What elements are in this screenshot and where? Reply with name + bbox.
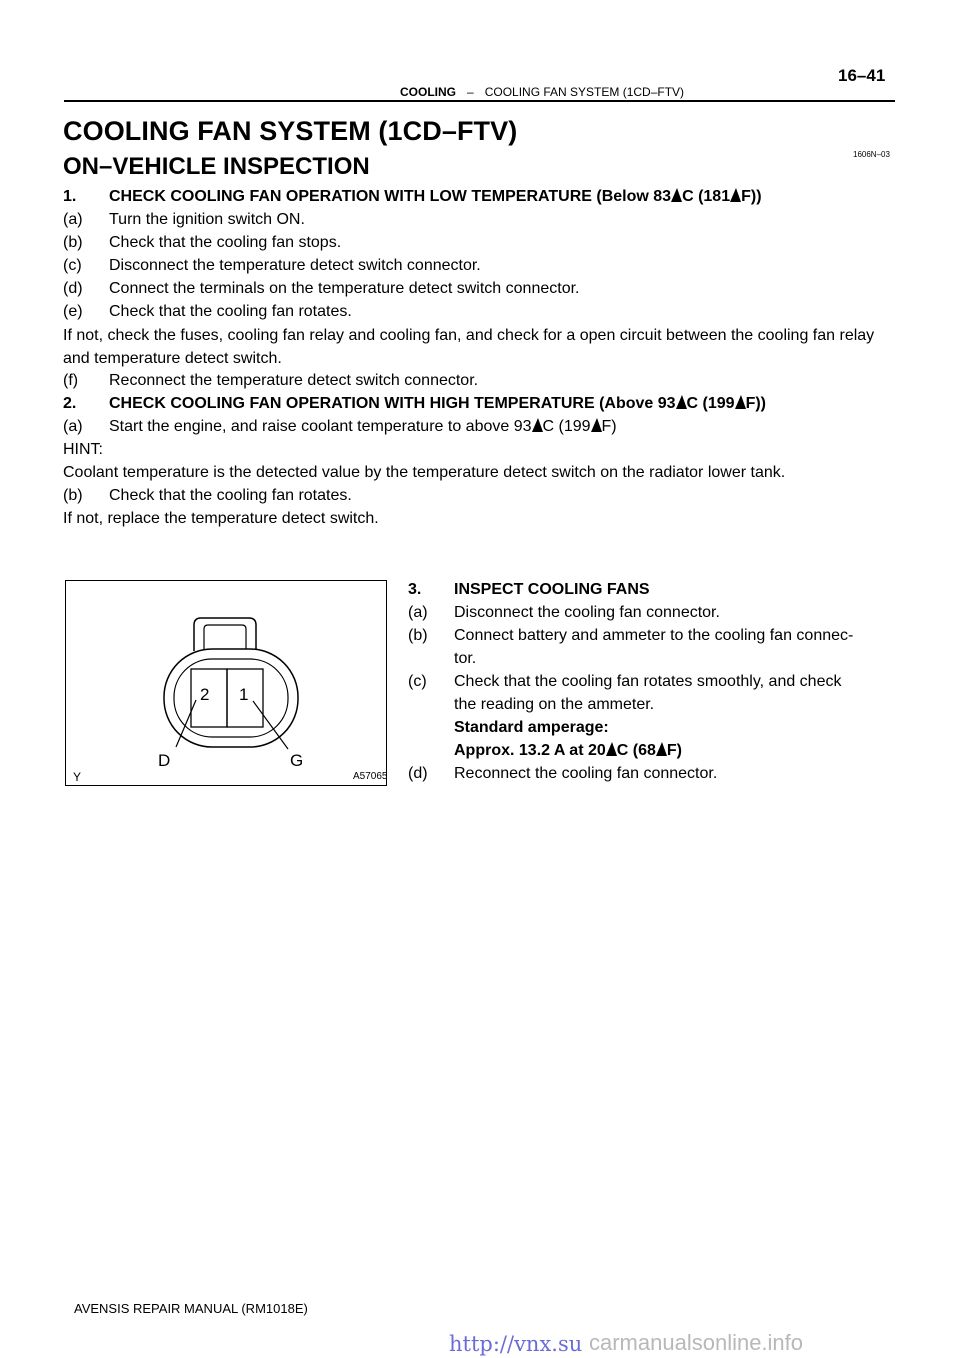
degree-icon <box>606 742 617 756</box>
hint-label: HINT: <box>63 441 103 458</box>
degree-icon <box>730 188 741 202</box>
degree-icon <box>735 395 746 409</box>
list-item: (f) Reconnect the temperature detect switch connector. <box>63 372 479 389</box>
list-item: (b) Connect battery and ammeter to the cooling fan connec- <box>408 627 854 644</box>
header-separator: – <box>467 85 474 99</box>
step-text: F)) <box>741 188 762 205</box>
running-header <box>400 85 684 99</box>
list-item-continuation: tor. <box>454 650 477 667</box>
list-item: (a) Start the engine, and raise coolant temperature to above 93 C (199 F) <box>63 418 617 435</box>
step-text: C (199 <box>686 395 735 412</box>
step-2-note: If not, replace the temperature detect switch. <box>63 510 379 527</box>
page-title: COOLING FAN SYSTEM (1CD–FTV) <box>63 116 518 146</box>
standard-value: Approx. 13.2 A at 20 C (68 F) <box>454 742 682 759</box>
degree-icon <box>656 742 667 756</box>
step-1-note: If not, check the fuses, cooling fan relay and cooling fan, and check for a open circuit between the cooling fan relay and temperature detect switch. <box>63 327 875 367</box>
list-item: (a) Disconnect the cooling fan connector. <box>408 604 720 621</box>
list-item: (e) Check that the cooling fan rotates. <box>63 303 352 320</box>
wire-g-label: G <box>290 751 304 770</box>
step-text: C (181 <box>682 188 731 205</box>
page-number: 16–41 <box>838 66 886 85</box>
step-1-heading <box>63 187 762 207</box>
connector-figure <box>65 580 387 786</box>
standard-label: Standard amperage: <box>454 719 609 736</box>
degree-icon <box>676 395 687 409</box>
connector-diagram <box>66 581 388 784</box>
header-section: COOLING <box>400 85 456 99</box>
document-code: 1606N–03 <box>853 150 890 159</box>
step-3-heading: 3. INSPECT COOLING FANS <box>408 581 650 598</box>
list-item: (a) Turn the ignition switch ON. <box>63 211 305 228</box>
header-rule <box>64 100 895 102</box>
list-item: (c) Disconnect the temperature detect switch connector. <box>63 257 481 274</box>
wire-d-label: D <box>158 751 171 770</box>
list-item: (d) Reconnect the cooling fan connector. <box>408 765 718 782</box>
list-item: (b) Check that the cooling fan rotates. <box>63 487 352 504</box>
degree-icon <box>591 418 602 432</box>
step-text: CHECK COOLING FAN OPERATION WITH LOW TEMPERATURE (Below 83 <box>109 188 672 205</box>
pin-2-label: 2 <box>200 685 210 704</box>
color-code-label: Y <box>73 770 82 784</box>
figure-code: A57065 <box>353 771 388 782</box>
list-item: (b) Check that the cooling fan stops. <box>63 234 342 251</box>
degree-icon <box>671 188 682 202</box>
list-item: (d) Connect the terminals on the temperature detect switch connector. <box>63 280 580 297</box>
page-footer: AVENSIS REPAIR MANUAL (RM1018E) <box>74 1301 308 1316</box>
watermark-link[interactable]: http://vnx.su <box>449 1332 583 1356</box>
list-item-continuation: the reading on the ammeter. <box>454 696 655 713</box>
hint-text: Coolant temperature is the detected value by the temperature detect switch on the radiator lower tank. <box>63 464 786 481</box>
step-2-heading <box>63 394 766 414</box>
step-text: CHECK COOLING FAN OPERATION WITH HIGH TEMPERATURE (Above 93 <box>109 395 676 412</box>
step-number: 2. <box>63 395 77 412</box>
list-item: (c) Check that the cooling fan rotates smoothly, and check <box>408 673 842 690</box>
watermark-site: carmanualsonline.info <box>589 1330 804 1355</box>
pin-1-label: 1 <box>239 685 249 704</box>
step-text: F)) <box>745 395 767 412</box>
header-subsection: COOLING FAN SYSTEM (1CD–FTV) <box>484 85 685 99</box>
section-subtitle: ON–VEHICLE INSPECTION <box>63 153 370 180</box>
degree-icon <box>532 418 543 432</box>
step-number: 1. <box>63 188 77 205</box>
